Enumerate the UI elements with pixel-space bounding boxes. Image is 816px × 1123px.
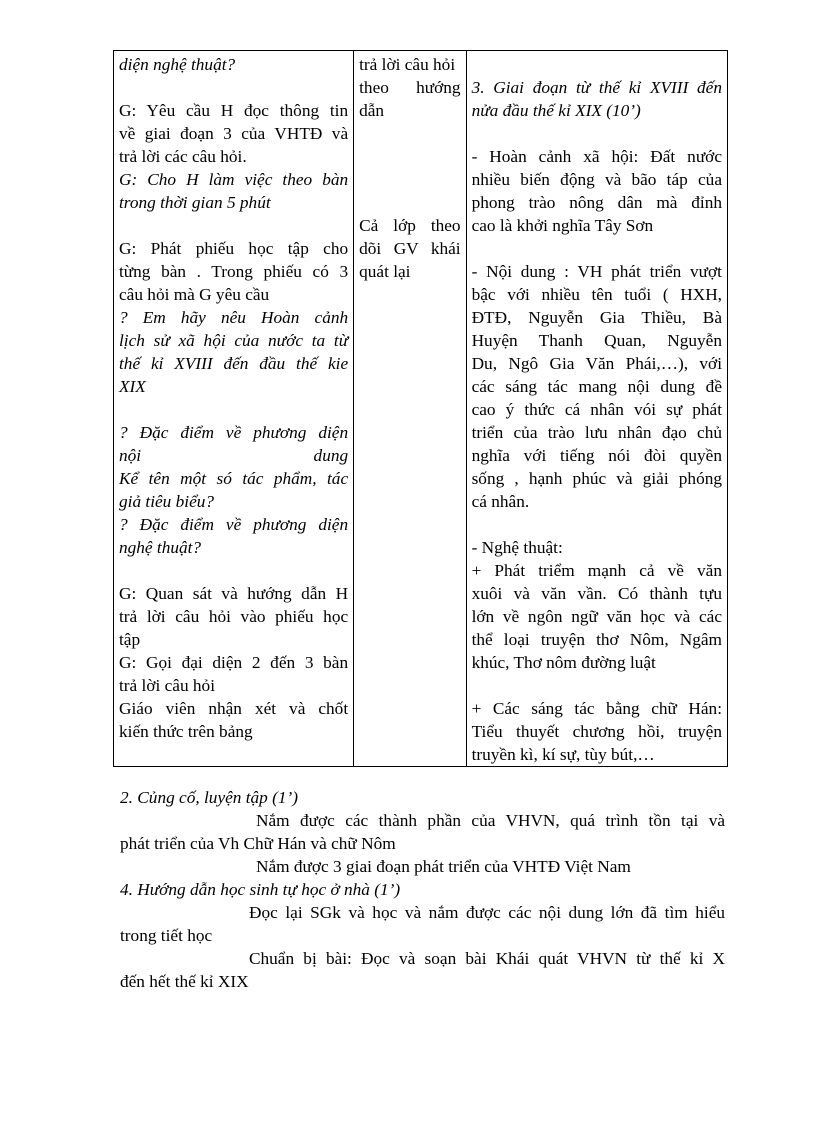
paragraph-line: Nắm được các thành phần của VHVN, quá trình tồn tại và [256,811,725,830]
cell-text-line: + Phát triểm mạnh cả về văn [471,561,722,580]
cell-text-line: ? Đặc điểm về phương diện [119,423,349,442]
cell-text-line: nội dung [119,446,349,465]
cell-text-line: XIX [119,377,146,396]
paragraph-line: đến hết thế kỉ XIX [120,972,249,991]
cell-text-line: nghĩa với tiếng nói đòi quyền [471,446,722,465]
student-activity-cell [354,51,466,767]
blank-line [359,122,460,145]
cell-text-line: - Nghệ thuật: [471,538,563,557]
cell-text-line: sống , hạnh phúc và giải phóng [471,469,722,488]
cell-text-line: trong thời gian 5 phút [119,193,271,212]
blank-line [472,513,722,536]
section-heading: 2. Củng cố, luyện tập (1’) [120,788,299,807]
cell-text-line: G: Gọi đại diện 2 đến 3 bàn [119,653,349,672]
cell-text-line: trả lời các câu hỏi. [119,147,247,166]
cell-text-line: cao là khởi nghĩa Tây Sơn [471,216,654,235]
cell-text-line: nửa đầu thế kỉ XIX (10’) [471,101,641,120]
cell-text-line: lịch sử xã hội của nước ta từ [119,331,349,350]
paragraph-line: trong tiết học [120,926,213,945]
paragraph-line: Chuẩn bị bài: Đọc và soạn bài Khái quát VHVN từ thế kỉ X [249,949,725,968]
cell-text-line: diện nghệ thuật? [119,55,236,74]
cell-text-line: theo hướng [359,78,461,97]
cell-text-line: G: Cho H làm việc theo bàn [119,170,349,189]
cell-text-line: Kể tên một só tác phẩm, tác [119,469,349,488]
cell-text-line: Cả lớp theo [359,216,461,235]
cell-text-line: tập [119,630,141,649]
cell-text-line: trả lời câu hỏi [119,676,215,695]
cell-text-line: cá nhân. [471,492,530,511]
table-row [114,51,728,767]
cell-text-line: ĐTĐ, Nguyễn Gia Thiều, Bà [471,308,722,327]
cell-text-line: trả lời câu hỏi [359,55,456,74]
cell-text-line: ? Đặc điểm về phương diện [119,515,349,534]
cell-text-line: Tiểu thuyết chương hồi, truyện [471,722,722,741]
cell-text-line: khúc, Thơ nôm đường luật [471,653,656,672]
cell-text-line: câu hỏi mà G yêu cầu [119,285,270,304]
cell-text-line: phong trào nông dân mà đỉnh [471,193,722,212]
cell-text-line: dõi GV khái [359,239,461,258]
blank-line [119,559,348,582]
paragraph-line: phát triển của Vh Chữ Hán và chữ Nôm [120,834,396,853]
content-cell [466,51,727,767]
blank-line [472,53,722,76]
cell-text-line: G: Yêu cầu H đọc thông tin [119,101,349,120]
cell-text-line: Du, Ngô Gia Văn Phái,…), với [471,354,722,373]
blank-line [472,674,722,697]
teacher-activity-cell [114,51,354,767]
paragraph-line: Đọc lại SGk và học và nắm được các nội dung lớn đã tìm hiểu [249,903,725,922]
cell-text-line: lớn về ngôn ngữ văn học và các [471,607,722,626]
cell-text-line: bậc với nhiều tên tuổi ( HXH, [471,285,722,304]
section-4 [120,878,725,993]
cell-text-line: truyền kì, kí sự, tùy bút,… [471,745,655,764]
lesson-plan-table [113,50,728,767]
blank-line [359,145,460,168]
cell-text-line: dẫn [359,101,385,120]
cell-text-line: xuôi và văn vần. Có thành tựu [471,584,722,603]
cell-text-line: + Các sáng tác bằng chữ Hán: [471,699,722,718]
cell-text-line: kiến thức trên bảng [119,722,253,741]
cell-text-line: nhiều biến động và bão táp của [471,170,722,189]
section-heading: 4. Hướng dẫn học sinh tự học ở nhà (1’) [120,880,401,899]
blank-line [359,191,460,214]
blank-line [119,398,348,421]
cell-text-line: trả lời câu hỏi vào phiếu học [119,607,349,626]
cell-text-line: cao ý thức cá nhân vói sự phát [471,400,722,419]
cell-text-line: Huyện Thanh Quan, Nguyễn [471,331,722,350]
cell-text-line: thể loại truyện thơ Nôm, Ngâm [471,630,722,649]
section-2 [120,786,725,878]
cell-text-line: ? Em hãy nêu Hoàn cảnh [119,308,349,327]
cell-text-line: về giai đoạn 3 của VHTĐ và [119,124,349,143]
cell-text-line: quát lại [359,262,411,281]
cell-text-line: các sáng tác mang nội dung đề [471,377,722,396]
blank-line [472,237,722,260]
paragraph-line: Nắm được 3 giai đoạn phát triển của VHTĐ Việt Nam [256,857,631,876]
blank-line [119,76,348,99]
blank-line [359,168,460,191]
cell-text-line: - Nội dung : VH phát triển vượt [471,262,722,281]
cell-text-line: G: Quan sát và hướng dẫn H [119,584,349,603]
cell-text-line: thế kỉ XVIII đến đầu thế kie [119,354,349,373]
cell-text-line: - Hoàn cảnh xã hội: Đất nước [471,147,722,166]
blank-line [472,122,722,145]
cell-text-line: Giáo viên nhận xét và chốt [119,699,349,718]
cell-text-line: giả tiêu biểu? [119,492,215,511]
cell-text-line: 3. Giai đoạn từ thế kỉ XVIII đến [471,78,722,97]
cell-text-line: nghệ thuật? [119,538,202,557]
blank-line [119,214,348,237]
cell-text-line: G: Phát phiếu học tập cho [119,239,349,258]
cell-text-line: từng bàn . Trong phiếu có 3 [119,262,349,281]
cell-text-line: triển của trào lưu nhân đạo chủ [471,423,722,442]
